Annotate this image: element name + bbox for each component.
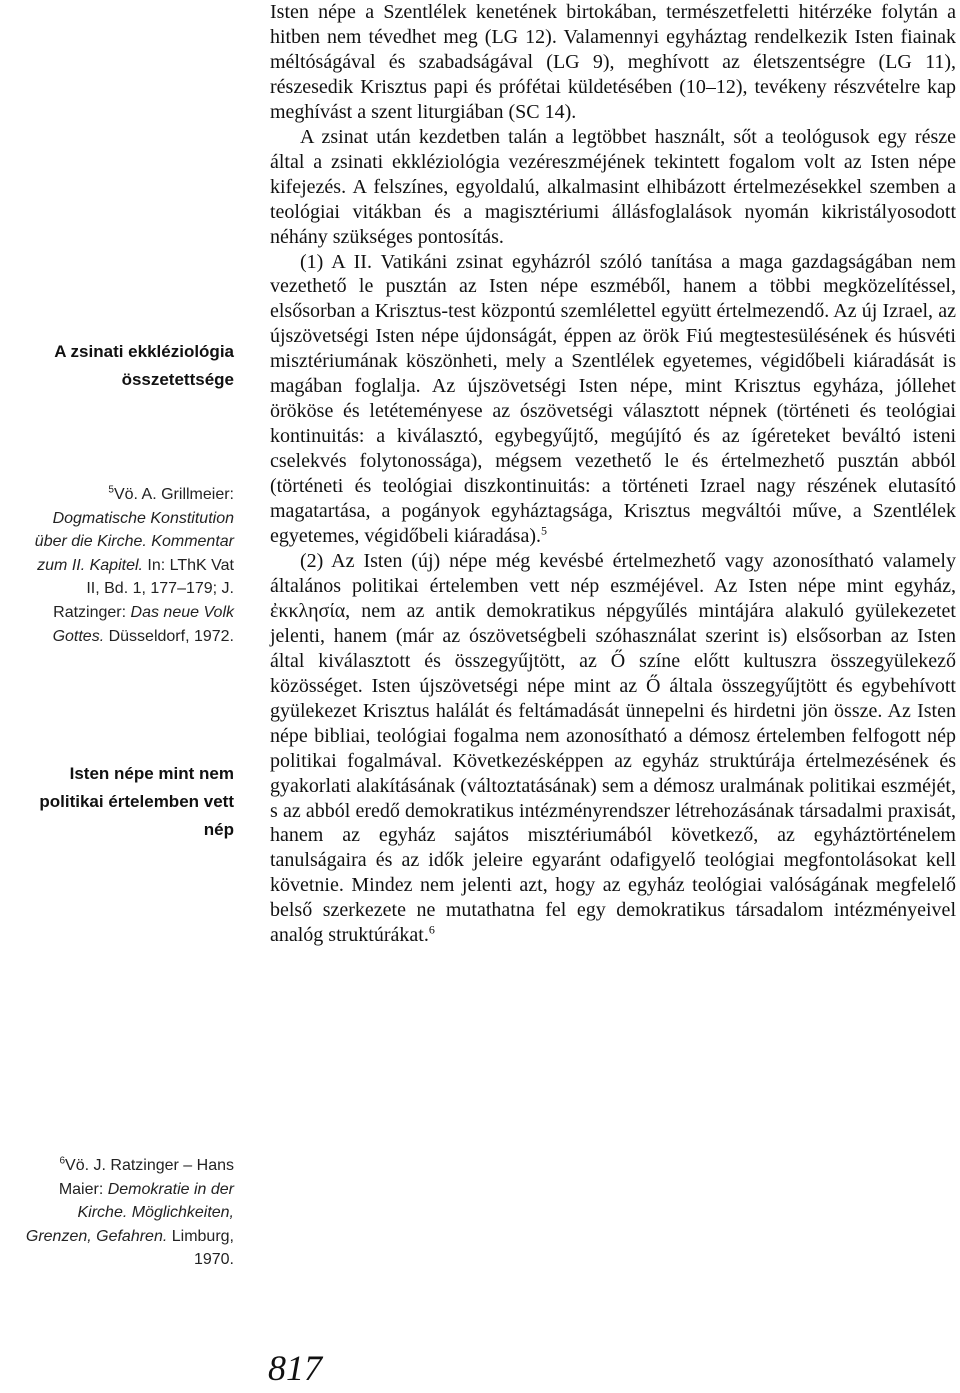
footnote-marker: 6 bbox=[59, 1155, 66, 1167]
paragraph-4 bbox=[270, 549, 956, 948]
paragraph-4-text: (2) Az Isten (új) népe még kevésbé értelmezhető vagy azonosítható valamely általános politikai értelemben vett nép eszméjével. Az Isten népe mint egyház, ἐκκλησία, nem az antik demokratikus népgyűlés mintájára alakuló gyülekezetet jelenti, hanem (már az ószövetségbeli szóhasználat szerint is) elsősorban az Isten által kiválasztott és összegyűjtött, az Ő színe előtt kultuszra összegyülekező közösséget. Isten újszövetségi népe mint az Ő általa összegyűjtött és egybehívott gyülekezet Krisztus halálát és feltámadását ünnepelni és hirdetni jön össze. Az Isten népe bibliai, teológiai fogalma nem azonosítható a démosz értelemben felfogott nép politikai fogalmával. Következésképpen az egyház struktúrája értelmezésének és gyakorlati alakításának (változtatásának) sem a démosz uralmának politikai eszméjét, s az abból eredő demokratikus intézményrendszer létrehozásának társadalmi praxisát, hanem az egyház sajátos misztériumából következő, az egyháztörténelem tanulságaira és az idők jeleire egyaránt odafigyelő teológiai megfontolásokat kell követnie. Mindez nem jelenti azt, hogy az egyház teológiai valóságának megfelelő belső szerkezete ne mutathatna fel egy demokratikus társadalom intézményeivel analóg struktúrákat. bbox=[270, 549, 956, 947]
footnote-6 bbox=[20, 1154, 234, 1272]
page-number: 817 bbox=[268, 1348, 322, 1388]
paragraph-1: Isten népe a Szentlélek kenetének birtokában, természetfeletti hitérzéke folytán a hitben nem tévedhet meg (LG 12). Valamennyi egyháztag rendelkezik Isten fiainak méltóságával és szabadságával (LG 9), meghívott az életszentségre (LG 11), részesedik Krisztus papi és prófétai küldetésében (10–12), tevékeny részvételre kap meghívást a szent liturgiában (SC 14). bbox=[270, 1, 956, 123]
paragraph-3 bbox=[270, 250, 956, 549]
paragraph-3-text: (1) A II. Vatikáni zsinat egyházról szóló tanítása a maga gazdagságában nem vezethető le pusztán az Isten népe eszméből, hanem a többi megközelítéssel, elsősorban a Krisztus-test központú szemlélettel együtt értelmezendő. Az új Izrael, az újszövetségi Isten népe újdonságát, éppen az örök Fiú megtestesülésének és húsvéti misztériumának köszönheti, mely a Szentlélek egyetemes, végidőbeli kiáradását is magában foglalja. Az újszövetségi Isten népe, mint Krisztus egyháza, jóllehet örököse és letéteményese az ószövetségi választott népnek (történeti és teológiai kontinuitás: a kiválasztó, egybegyűjtő, megújító és az ígéreteket beváltó isteni cselekvés folytonossága), mégsem vezethető le és értelmezhető pusztán abból (történeti és teológiai diszkontinuitás: a történeti Izrael nagy részének elutasító magatartása, a pogányok egyháztagsága, Krisztus megváltói műve, a Szentlélek egyetemes, végidőbeli kiáradása). bbox=[270, 250, 956, 548]
footnote-title: Dogmatische Konstitution über die Kirche. Kommentar zum II. Kapitel. bbox=[34, 509, 234, 574]
margin-heading-people-of-god: Isten népe mint nem politikai értelemben vett nép bbox=[39, 764, 234, 839]
footnote-ref-6: 6 bbox=[428, 922, 435, 937]
footnote-text: Düsseldorf, 1972. bbox=[104, 627, 234, 645]
footnote-ref-5: 5 bbox=[541, 523, 547, 538]
footnote-title: Demokratie in der Kirche. Möglichkeiten, Grenzen, Gefahren. bbox=[25, 1180, 234, 1245]
footnote-marker: 5 bbox=[108, 484, 114, 496]
footnote-text: Vö. A. Grillmeier: bbox=[113, 486, 234, 503]
main-text-column bbox=[270, 0, 956, 948]
footnote-title: Das neue Volk Gottes. bbox=[52, 603, 234, 645]
footnote-text: Vö. J. Ratzinger – Hans Maier: bbox=[58, 1157, 234, 1198]
paragraph-2: A zsinat után kezdetben talán a legtöbbet használt, sőt a teológusok egy része által a zsinati ekkléziológia vezéreszméjének tekintett fogalom volt az Isten népe kifejezés. A felszínes, egyoldalú, alkalmasint elhibázott értelmezésekkel szemben a teológiai vitákban és a magisztériumi állásfoglalások nyomán kikristályosodott néhány szükséges pontosítás. bbox=[270, 125, 956, 248]
footnote-5 bbox=[20, 483, 234, 648]
footnote-text: Limburg, 1970. bbox=[167, 1227, 234, 1269]
margin-heading-ecclesiology: A zsinati ekkléziológia összetettsége bbox=[54, 342, 234, 389]
footnote-text: In: LThK Vat II, Bd. 1, 177–179; J. Ratzinger: bbox=[53, 556, 234, 621]
